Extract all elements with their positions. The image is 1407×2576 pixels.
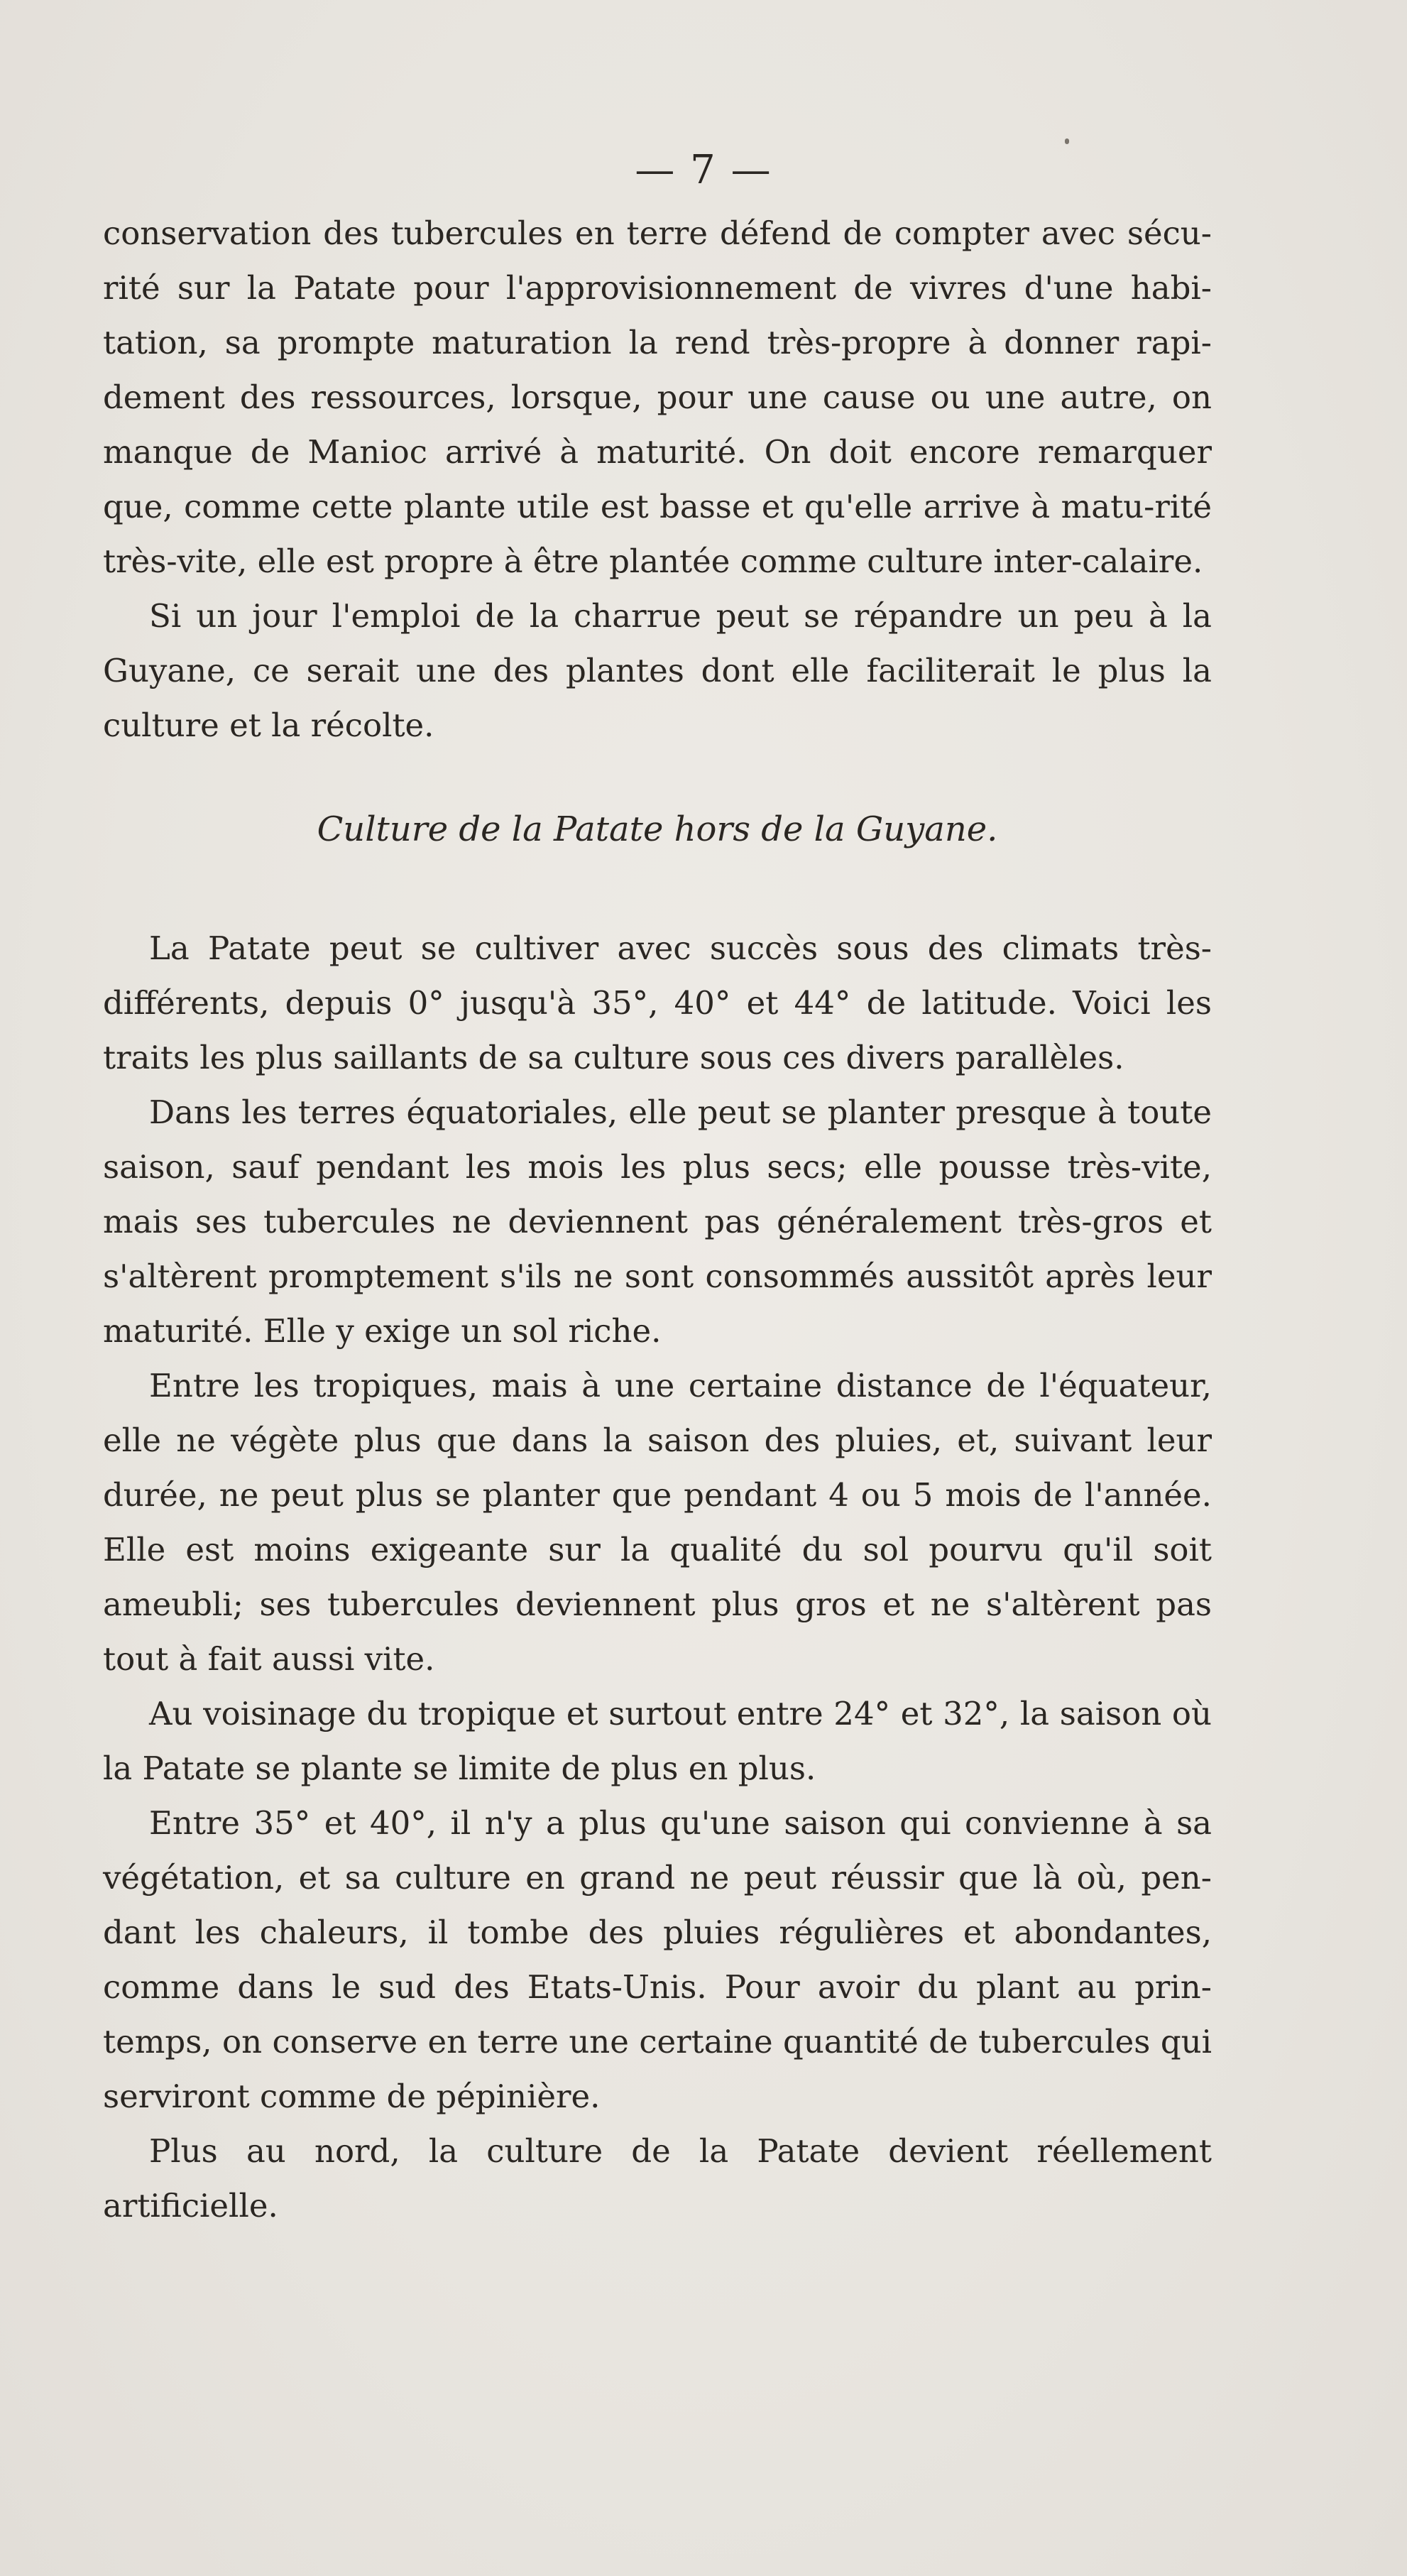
paragraph-tropiques: Entre les tropiques, mais à une certaine distance de l'équateur, elle ne végète plus que dans la saison des pluies, et, suivant leur durée, ne peut plus se planter que pendant 4 ou 5 mois de l'année. Elle est moins exigeante sur la qualité du sol pourvu qu'il soit ameubli; ses tubercules deviennent plus gros et ne s'altèrent pas tout à fait aussi vite. [103,1367,1212,1678]
ink-speck [1065,138,1069,144]
page-number: — 7 — [635,147,772,193]
paragraph-voisinage-tropique: Au voisinage du tropique et surtout entre 24° et 32°, la saison où la Patate se plante se limite de plus en plus. [103,1695,1212,1787]
paragraph-continuation: conservation des tubercules en terre défend de compter avec sécu-rité sur la Patate pour l'approvisionnement de vivres d'une habi-tation, sa prompte maturation la rend très-propre à donner rapi-dement des ressources, lorsque, pour une cause ou une autre, on manque de Manioc arrivé à maturité. On doit encore remarquer que, comme cette plante utile est basse et qu'elle arrive à matu-rité très-vite, elle est propre à être plantée comme culture inter-calaire. [103,214,1212,580]
paragraph-equatorial: Dans les terres équatoriales, elle peut se planter presque à toute saison, sauf pendant les mois les plus secs; elle pousse très-vite, mais ses tubercules ne deviennent pas généralement très-gros et s'altèrent promptement s'ils ne sont consommés aussitôt après leur maturité. Elle y exige un sol riche. [103,1093,1212,1350]
body-text [103,206,1212,2233]
paragraph-35-40: Entre 35° et 40°, il n'y a plus qu'une saison qui convienne à sa végétation, et sa culture en grand ne peut réussir que là où, pen-dant les chaleurs, il tombe des pluies régulières et abondantes, comme dans le sud des Etats-Unis. Pour avoir du plant au prin-temps, on conserve en terre une certaine quantité de tubercules qui serviront comme de pépinière. [103,1804,1212,2115]
paragraph-charrue: Si un jour l'emploi de la charrue peut se répandre un peu à la Guyane, ce serait une des plantes dont elle faciliterait le plus la culture et la récolte. [103,597,1212,744]
paragraph-latitudes: La Patate peut se cultiver avec succès sous des climats très-différents, depuis 0° jusqu'à 35°, 40° et 44° de latitude. Voici les traits les plus saillants de sa culture sous ces divers parallèles. [103,929,1212,1076]
section-heading: Culture de la Patate hors de la Guyane. [317,809,998,849]
paragraph-plus-au-nord: Plus au nord, la culture de la Patate devient réellement artificielle. [103,2132,1212,2225]
